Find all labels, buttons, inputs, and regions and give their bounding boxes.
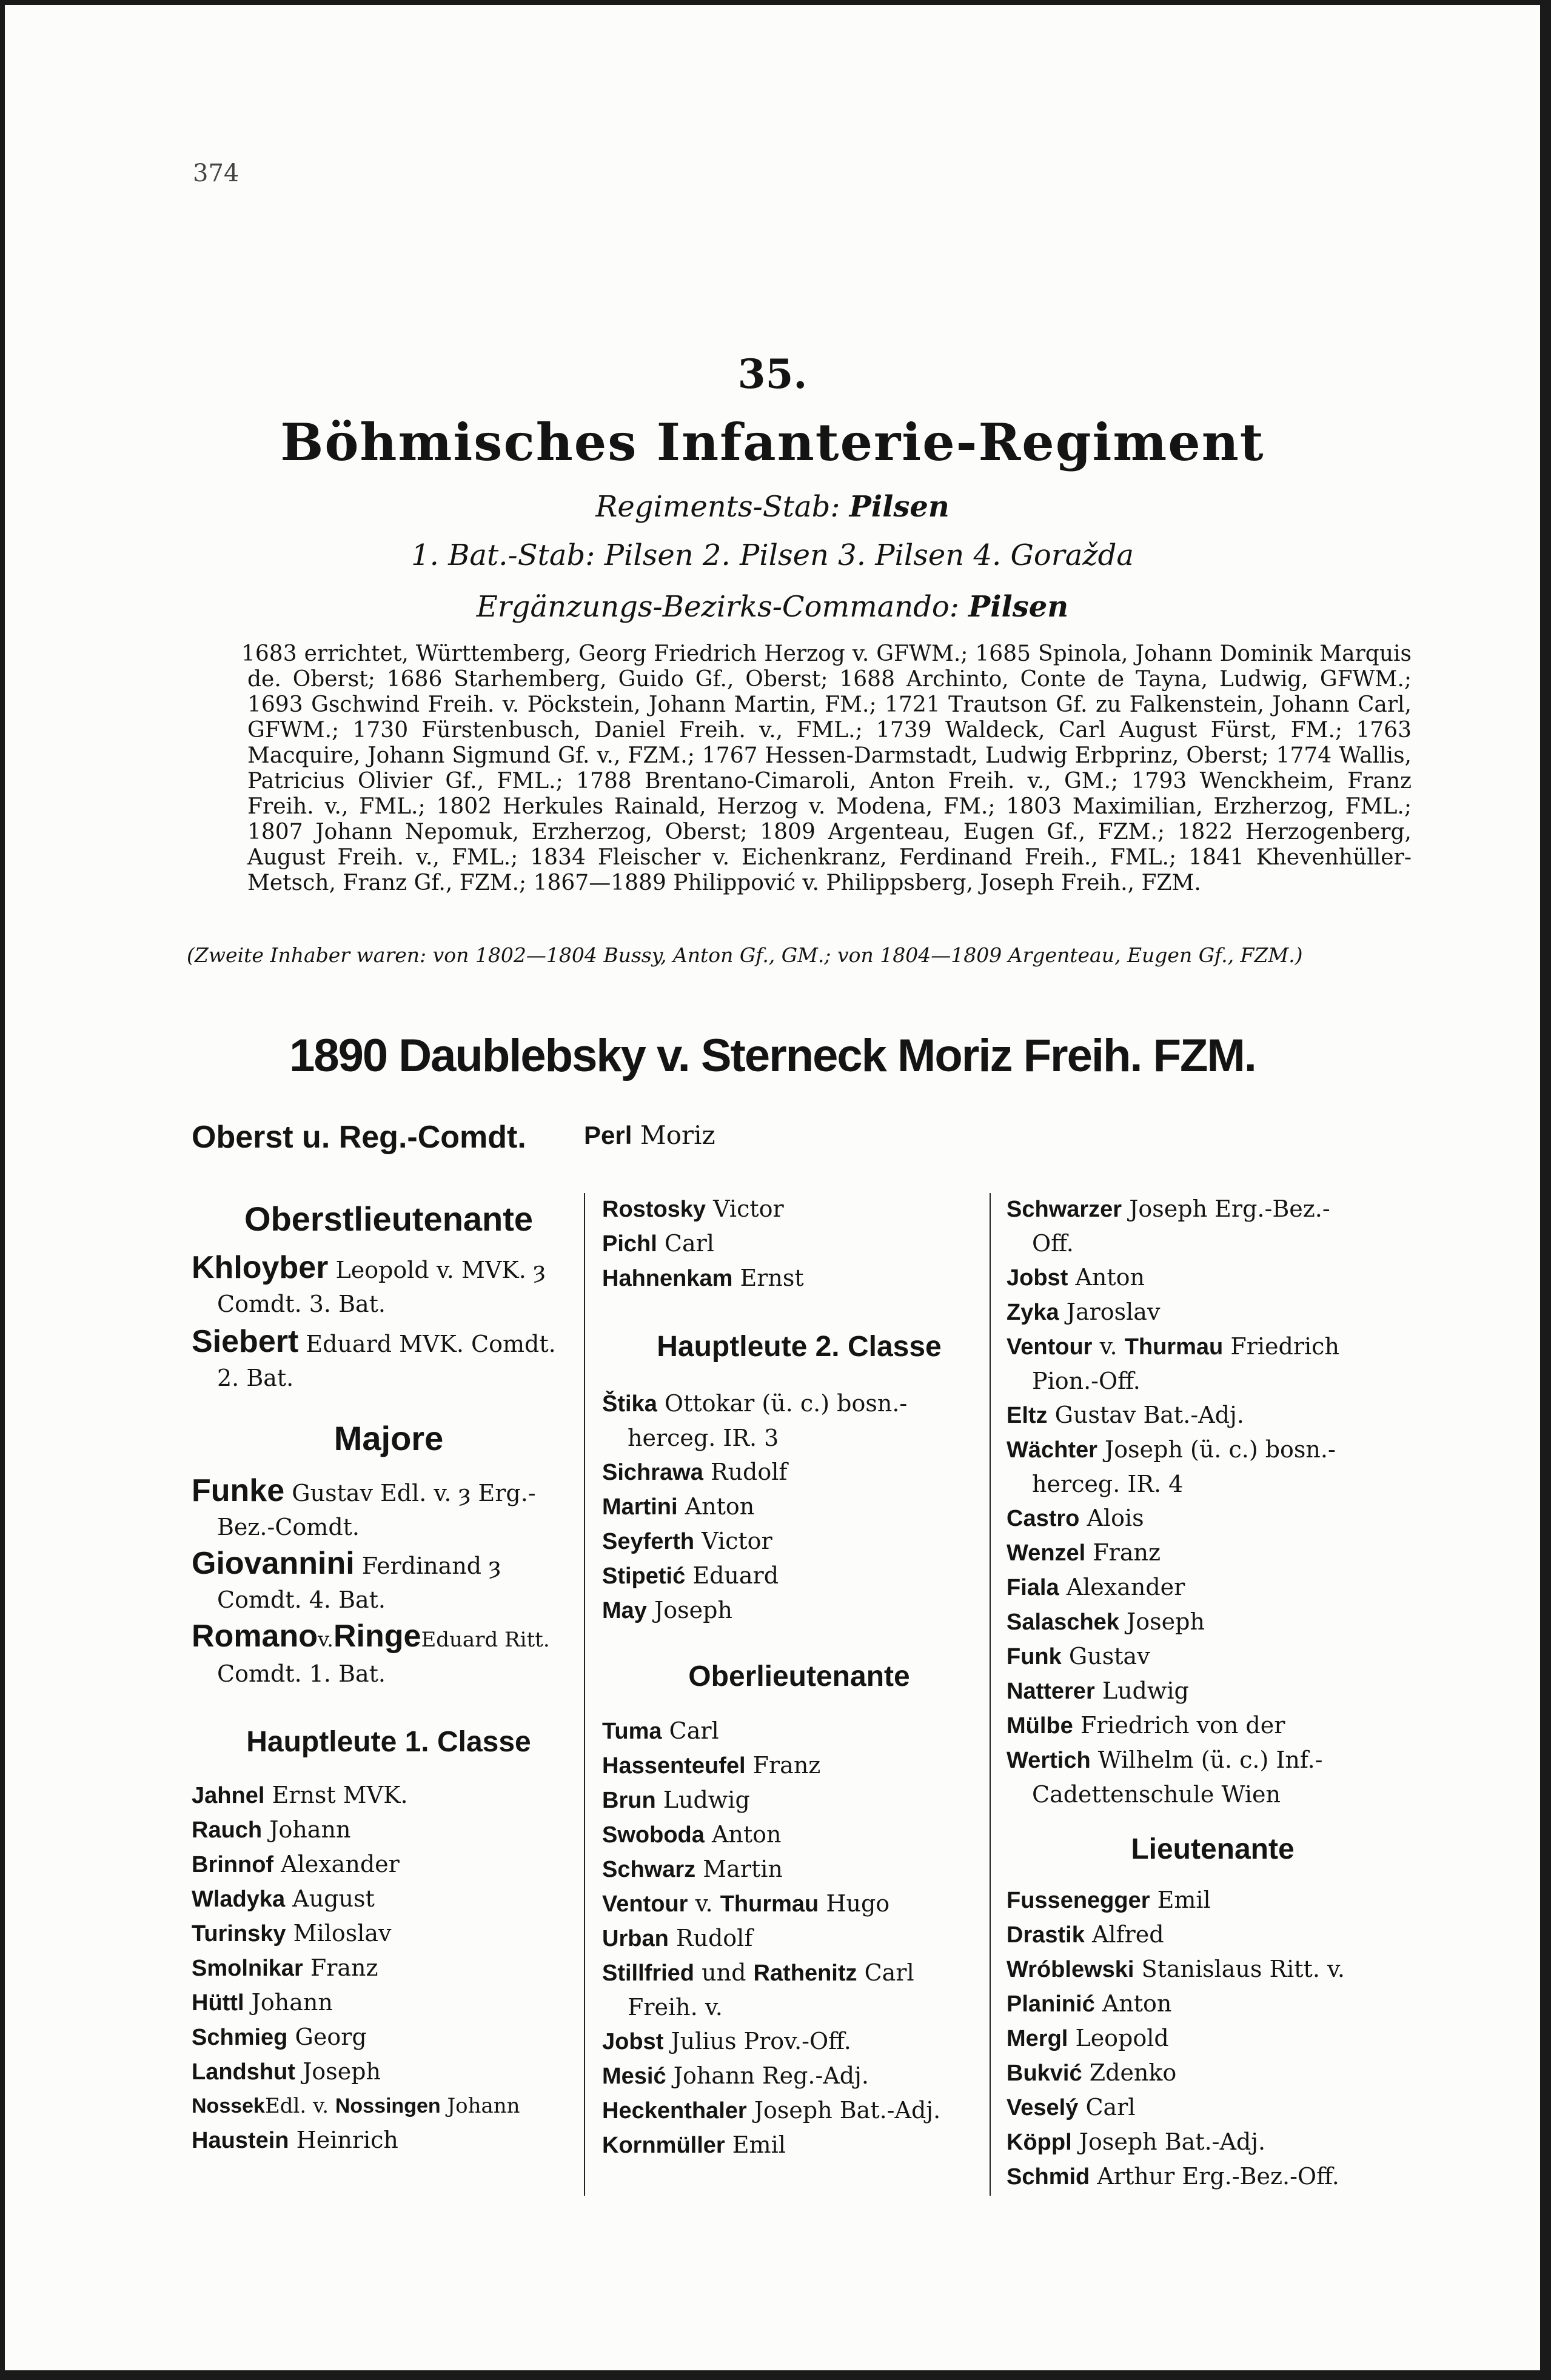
order-symbol-icon: ȝ [489,1553,501,1579]
list-item: Mülbe Friedrich von der [1007,1712,1285,1739]
oberlieutenante-heading: Oberlieutenante [688,1660,910,1693]
list-item: Kornmüller Emil [602,2131,786,2158]
list-item: Wenzel Franz [1007,1539,1161,1566]
list-item: Jobst Anton [1007,1264,1145,1291]
list-item: Schwarz Martin [602,1856,783,1882]
list-item: Fussenegger Emil [1007,1887,1211,1913]
list-item: Turinsky Miloslav [192,1920,392,1947]
regiment-owner: 1890 Daublebsky v. Sterneck Moriz Freih. FZM. [289,1030,1256,1081]
list-item: Bukvić Zdenko [1007,2059,1177,2086]
lieutenante-heading: Lieutenante [1131,1833,1295,1865]
list-item: Funke Gustav Edl. v. ȝ Erg.- [192,1473,536,1508]
list-item: Giovannini Ferdinand ȝ [192,1546,501,1581]
list-item: May Joseph [602,1597,732,1623]
list-item: Jobst Julius Prov.-Off. [602,2028,851,2054]
list-item: Hassenteufel Franz [602,1752,821,1779]
list-item: Zyka Jaroslav [1007,1299,1161,1325]
list-item: Rauch Johann [192,1816,351,1843]
list-item: Martini Anton [602,1493,755,1520]
list-item: Štika Ottokar (ü. c.) bosn.- [602,1390,908,1417]
list-item: Drastik Alfred [1007,1921,1164,1948]
list-item: Wladyka August [192,1885,375,1912]
hauptleute-2-heading: Hauptleute 2. Classe [657,1331,942,1363]
erg-place: Pilsen [968,590,1069,624]
oberst-label: Oberst u. Reg.-Comdt. [192,1120,526,1155]
list-item: Swoboda Anton [602,1821,782,1848]
page [5,5,1540,2370]
oberstlieutenante-heading: Oberstlieutenante [244,1200,534,1238]
majore-heading: Majore [333,1419,444,1457]
stab-label: Regiments-Stab: [595,490,840,524]
list-item-continuation: 2. Bat. [217,1365,294,1391]
list-item: Sichrawa Rudolf [602,1459,788,1485]
list-item: Wertich Wilhelm (ü. c.) Inf.- [1007,1747,1323,1773]
list-item: Smolnikar Franz [192,1954,378,1981]
list-item: Jahnel Ernst MVK. [192,1782,408,1808]
list-item-continuation: herceg. IR. 4 [1032,1471,1184,1497]
list-item: Eltz Gustav Bat.-Adj. [1007,1402,1244,1428]
page-number: 374 [193,159,240,187]
list-item-continuation: Cadettenschule Wien [1032,1781,1281,1808]
list-item: Stipetić Eduard [602,1562,779,1589]
list-item: Khloyber Leopold v. MVK. ȝ [192,1250,546,1285]
list-item: Natterer Ludwig [1007,1677,1189,1704]
list-item: Landshut Joseph [192,2058,381,2085]
hauptleute-1-heading: Hauptleute 1. Classe [246,1726,531,1758]
list-item: Brun Ludwig [602,1787,750,1813]
list-item: Hahnenkam Ernst [602,1265,804,1291]
column-2 [602,1192,996,2162]
list-item: Heckenthaler Joseph Bat.-Adj. [602,2097,941,2124]
list-item: Wächter Joseph (ü. c.) bosn.- [1007,1436,1336,1463]
list-item-continuation: Off. [1032,1230,1074,1257]
list-item-continuation: Pion.-Off. [1032,1368,1141,1394]
list-item: Veselý Carl [1007,2094,1136,2121]
list-item: Wróblewski Stanislaus Ritt. v. [1007,1956,1345,1982]
list-item: Stillfried und Rathenitz Carl [602,1959,914,1986]
regiment-title: Böhmisches Infanterie-Regiment [280,412,1265,472]
list-item: Köppl Joseph Bat.-Adj. [1007,2128,1266,2155]
regiment-history: 1683 errichtet, Württemberg, Georg Friedrich Herzog v. GFWM.; 1685 Spinola, Johann Dominik Marquis de. Oberst; 1686 Starhemberg, Guido Gf., Oberst; 1688 Archinto, Conte de Tayna, Ludwig, GFWM.; 1693 Gschwind Freih. v. Pöckstein, Johann Martin, FM.; 1721 Trautson Gf. zu Falkenstein, Johann Carl, GFWM.; 1730 Fürstenbusch, Daniel Freih. v., FML.; 1739 Waldeck, Carl August Fürst, FM.; 1763 Macquire, Johann Sigmund Gf. v., FZM.; 1767 Hessen-Darmstadt, Ludwig Erbprinz, Oberst; 1774 Wallis, Patricius Olivier Gf., FML.; 1788 Brentano-Cimaroli, Anton Freih. v., GM.; 1793 Wenckheim, Franz Freih. v., FML.; 1802 Herkules Rainald, Herzog v. Modena, FM.; 1803 Maximilian, Erzherzog, FML.; 1807 Johann Nepomuk, Erzherzog, Oberst; 1809 Argenteau, Eugen Gf., FZM.; 1822 Herzogenberg, August Freih. v., FML.; 1834 Fleischer v. Eichenkranz, Ferdinand Freih., FML.; 1841 Khevenhüller-Metsch, Franz Gf., FZM.; 1867—1889 Philippović v. Philippsberg, Joseph Freih., FZM. [241,641,1412,895]
list-item: Seyferth Victor [602,1528,772,1554]
list-item: Haustein Heinrich [192,2127,398,2153]
list-item-continuation: Bez.-Comdt. [217,1514,360,1540]
list-item-continuation: herceg. IR. 3 [628,1425,779,1451]
second-owners: (Zweite Inhaber waren: von 1802—1804 Bussy, Anton Gf., GM.; von 1804—1809 Argenteau, Eugen Gf., FZM.) [187,943,1303,967]
erg-label: Ergänzungs-Bezirks-Commando: [476,590,959,624]
list-item-continuation: Comdt. 4. Bat. [217,1586,386,1613]
list-item: Fiala Alexander [1007,1574,1185,1600]
list-item: Romanov.RingeEduard Ritt. [192,1619,550,1654]
oberst-name [584,1120,715,1150]
list-item: Rostosky Victor [602,1195,784,1222]
list-item: Mergl Leopold [1007,2025,1169,2051]
oberst-given: Moriz [640,1120,715,1150]
list-item: Schwarzer Joseph Erg.-Bez.- [1007,1195,1330,1222]
order-symbol-icon: ȝ [533,1257,546,1283]
list-item: Pichl Carl [602,1230,714,1257]
list-item-continuation: Comdt. 3. Bat. [217,1291,386,1317]
regiment-number: 35. [737,350,808,398]
erg-bezirk [5,590,1540,624]
list-item-continuation: Comdt. 1. Bat. [217,1660,386,1687]
list-item: Funk Gustav [1007,1643,1150,1670]
list-item: Schmid Arthur Erg.-Bez.-Off. [1007,2163,1339,2190]
order-symbol-icon: ȝ [458,1480,471,1506]
battalion-staffs: 1. Bat.-Stab: Pilsen 2. Pilsen 3. Pilsen 4. Goražda [411,538,1134,572]
list-item: Castro Alois [1007,1505,1144,1531]
regiment-stab [5,490,1540,524]
list-item: Planinić Anton [1007,1990,1172,2017]
list-item: Ventour v. Thurmau Friedrich [1007,1333,1339,1360]
list-item: Tuma Carl [602,1717,719,1744]
column-3 [1007,1192,1419,2194]
list-item: Siebert Eduard MVK. Comdt. [192,1324,556,1359]
column-1 [192,1196,586,2158]
list-item: Urban Rudolf [602,1925,753,1951]
list-item: Hüttl Johann [192,1989,333,2016]
list-item: Salaschek Joseph [1007,1608,1205,1635]
list-item: Mesić Johann Reg.-Adj. [602,2062,869,2089]
stab-place: Pilsen [849,490,950,524]
list-item: Ventour v. Thurmau Hugo [602,1890,890,1917]
list-item: Schmieg Georg [192,2024,367,2050]
oberst-surname: Perl [584,1121,632,1149]
list-item: NossekEdl. v. Nossingen Johann [192,2094,520,2118]
list-item: Brinnof Alexander [192,1851,400,1877]
list-item-continuation: Freih. v. [628,1994,723,2021]
